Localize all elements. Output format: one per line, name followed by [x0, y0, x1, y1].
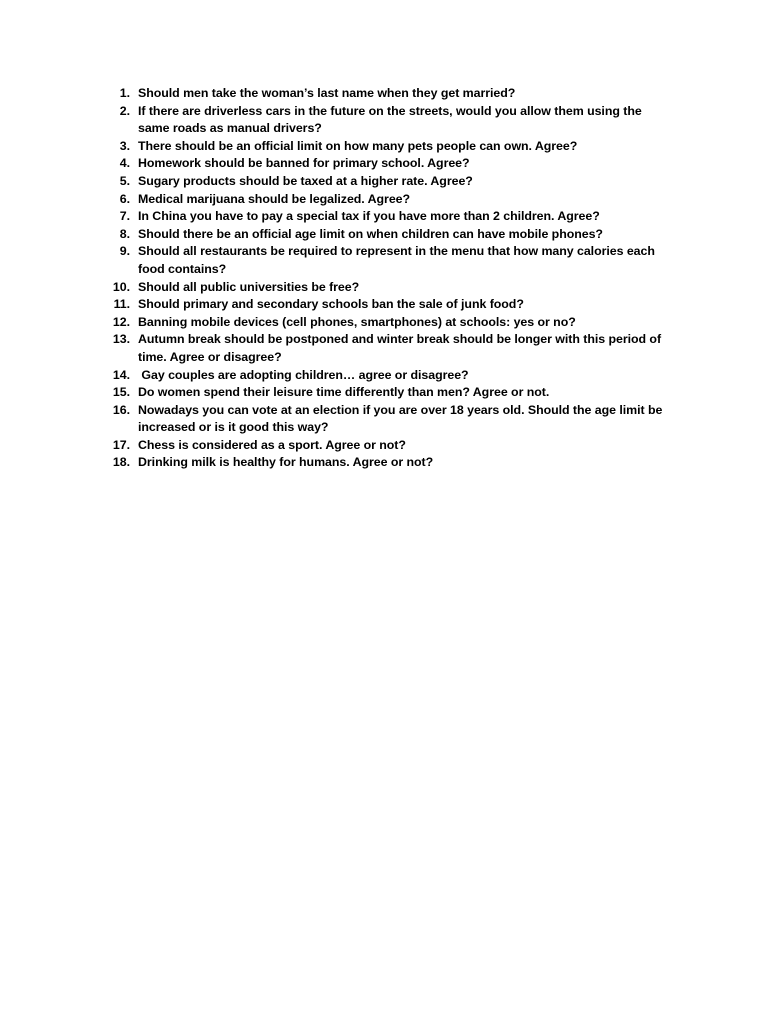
item-number: 12.	[112, 314, 130, 329]
list-item	[108, 384, 673, 402]
item-text: Medical marijuana should be legalized. Agree?	[138, 191, 411, 206]
item-text: Gay couples are adopting children… agree or disagree?	[138, 367, 469, 382]
item-number: 2.	[119, 103, 130, 118]
list-item	[108, 296, 673, 314]
list-item	[108, 454, 673, 472]
item-number: 13.	[112, 332, 130, 347]
item-number: 11.	[113, 297, 130, 312]
list-item	[108, 138, 673, 156]
list-item	[108, 331, 673, 366]
item-text: Should there be an official age limit on when children can have mobile phones?	[138, 226, 603, 241]
item-text: Drinking milk is healthy for humans. Agree or not?	[138, 455, 434, 470]
list-item	[108, 208, 673, 226]
list-item	[108, 173, 673, 191]
item-number: 8.	[119, 226, 130, 241]
item-number: 10.	[112, 279, 130, 294]
list-item	[108, 103, 673, 138]
item-number: 5.	[119, 173, 130, 188]
question-list	[108, 85, 673, 472]
list-item	[108, 85, 673, 103]
item-number: 18.	[112, 455, 130, 470]
item-number: 15.	[112, 385, 130, 400]
item-text: Should men take the woman’s last name when they get married?	[138, 86, 516, 100]
item-number: 6.	[119, 191, 130, 206]
item-text: Autumn break should be postponed and winter break should be longer with this period of time. Agree or disagree?	[138, 332, 665, 364]
item-text: Should all public universities be free?	[138, 279, 360, 294]
item-text: If there are driverless cars in the future on the streets, would you allow them using the same roads as manual drivers?	[138, 103, 646, 136]
item-text: Do women spend their leisure time differently than men? Agree or not.	[138, 385, 550, 400]
list-item	[108, 191, 673, 209]
list-item	[108, 367, 673, 385]
item-number: 16.	[112, 402, 130, 417]
item-text: Banning mobile devices (cell phones, smartphones) at schools: yes or no?	[138, 314, 576, 329]
item-text: Homework should be banned for primary school. Agree?	[138, 156, 470, 171]
item-text: Nowadays you can vote at an election if you are over 18 years old. Should the age limit be increased or is it good this way?	[138, 402, 666, 435]
item-text: In China you have to pay a special tax if you have more than 2 children. Agree?	[138, 209, 600, 224]
list-item	[108, 243, 673, 278]
item-text: Should primary and secondary schools ban the sale of junk food?	[138, 297, 524, 312]
item-number: 7.	[119, 209, 130, 224]
item-number: 14.	[112, 367, 130, 382]
item-number: 4.	[119, 156, 130, 171]
list-item	[108, 279, 673, 297]
list-item	[108, 314, 673, 332]
list-item	[108, 155, 673, 173]
list-item	[108, 226, 673, 244]
item-number: 9.	[119, 244, 130, 259]
list-item	[108, 402, 673, 437]
item-text: Chess is considered as a sport. Agree or not?	[138, 437, 406, 452]
list-item	[108, 437, 673, 455]
item-text: There should be an official limit on how many pets people can own. Agree?	[138, 138, 578, 153]
item-number: 17.	[112, 437, 130, 452]
item-number: 3.	[119, 138, 130, 153]
item-text: Should all restaurants be required to represent in the menu that how many calories each food contains?	[138, 244, 659, 276]
item-text: Sugary products should be taxed at a higher rate. Agree?	[138, 173, 473, 188]
item-number: 1.	[119, 86, 130, 100]
